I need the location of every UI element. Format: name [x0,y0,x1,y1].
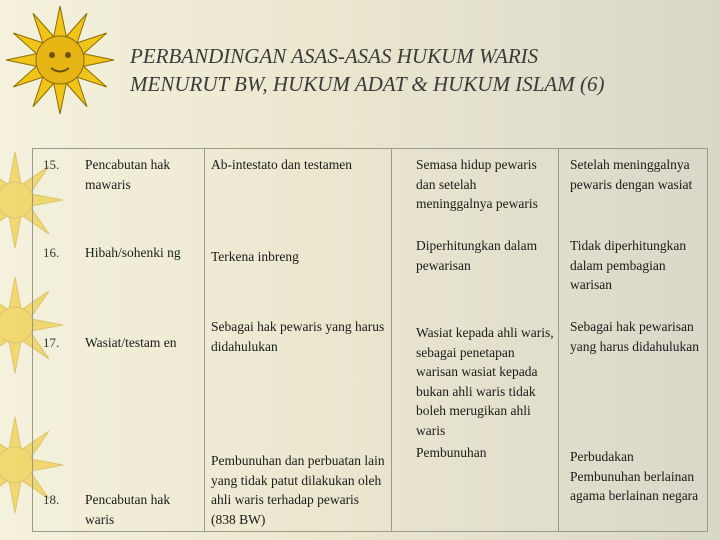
slide-title-line1: PERBANDINGAN ASAS-ASAS HUKUM WARIS [130,44,539,68]
row-adat: Semasa hidup pewaris dan setelah meninggalnya pewaris [416,157,538,211]
row-adat: Pembunuhan [416,445,487,460]
slide-title-line2: MENURUT BW, HUKUM ADAT & HUKUM ISLAM (6) [130,72,605,96]
row-bw: Sebagai hak pewaris yang harus didahulukan [211,319,385,354]
row-bw: Ab-intestato dan testamen [211,157,352,172]
row-number: 17. [43,335,60,350]
comparison-table [32,148,708,532]
slide-title [130,42,710,98]
row-islam: Tidak diperhitungkan dalam pembagian warisan [570,238,687,292]
row-islam: Setelah meninggalnya pewaris dengan wasiat [570,157,693,192]
row-islam: Perbudakan Pembunuhan berlainan agama berlainan negara [570,449,699,503]
row-number: 18. [43,492,60,507]
column-divider [558,149,559,531]
row-topic: Pencabutan hak waris [85,492,171,527]
column-divider [204,149,205,531]
row-topic: Pencabutan hak mawaris [85,157,171,192]
row-islam: Sebagai hak pewarisan yang harus didahulukan [570,319,699,354]
row-number: 15. [43,157,60,172]
sun-emblem-icon [4,4,116,116]
row-adat: Wasiat kepada ahli waris, sebagai penetapan warisan wasiat kepada bukan ahli waris tidak boleh merugikan ahli waris [416,325,554,438]
row-topic: Wasiat/testam en [85,335,177,350]
row-bw: Terkena inbreng [211,249,299,264]
row-adat: Diperhitungkan dalam pewarisan [416,238,538,273]
row-bw: Pembunuhan dan perbuatan lain yang tidak patut dilakukan oleh ahli waris terhadap pewaris (838 BW) [211,453,385,527]
row-topic: Hibah/sohenki ng [85,245,181,260]
column-divider [391,149,392,531]
row-number: 16. [43,245,60,260]
